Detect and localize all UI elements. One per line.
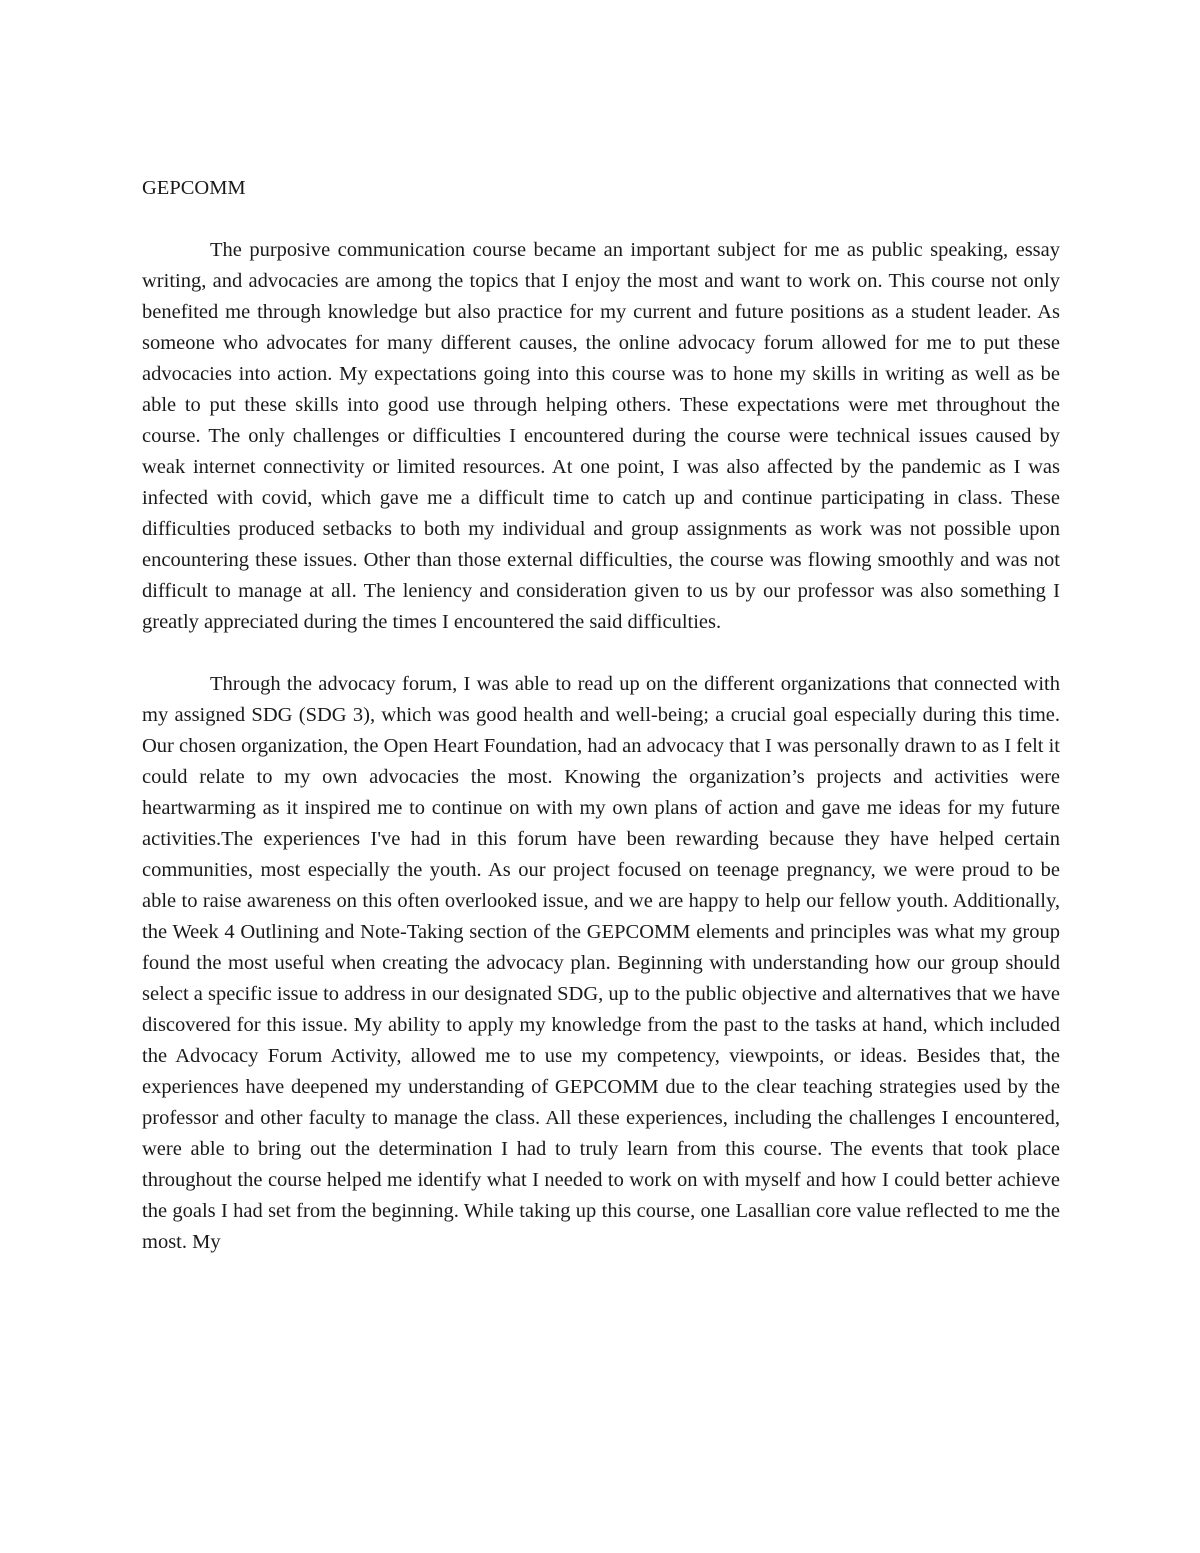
paragraph-course-reflection: The purposive communication course became an important subject for me as public speaking, essay writing, and advocacies are among the topics that I enjoy the most and want to work on. This course not only benefited me through knowledge but also practice for my current and future positions as a student leader. As someone who advocates for many different causes, the online advocacy forum allowed for me to put these advocacies into action. My expectations going into this course was to hone my skills in writing as well as be able to put these skills into good use through helping others. These expectations were met throughout the course. The only challenges or difficulties I encountered during the course were technical issues caused by weak internet connectivity or limited resources. At one point, I was also affected by the pandemic as I was infected with covid, which gave me a difficult time to catch up and continue participating in class. These difficulties produced setbacks to both my individual and group assignments as work was not possible upon encountering these issues. Other than those external difficulties, the course was flowing smoothly and was not difficult to manage at all. The leniency and consideration given to us by our professor was also something I greatly appreciated during the times I encountered the said difficulties.	[142, 239, 1060, 633]
paragraph-advocacy-forum: Through the advocacy forum, I was able to read up on the different organizations that connected with my assigned SDG (SDG 3), which was good health and well-being; a crucial goal especially during this time. Our chosen organization, the Open Heart Foundation, had an advocacy that I was personally drawn to as I felt it could relate to my own advocacies the most. Knowing the organization’s projects and activities were heartwarming as it inspired me to continue on with my own plans of action and gave me ideas for my future activities.The experiences I've had in this forum have been rewarding because they have helped certain communities, most especially the youth. As our project focused on teenage pregnancy, we were proud to be able to raise awareness on this often overlooked issue, and we are happy to help our fellow youth. Additionally, the Week 4 Outlining and Note-Taking section of the GEPCOMM elements and principles was what my group found the most useful when creating the advocacy plan. Beginning with understanding how our group should select a specific issue to address in our designated SDG, up to the public objective and alternatives that we have discovered for this issue. My ability to apply my knowledge from the past to the tasks at hand, which included the Advocacy Forum Activity, allowed me to use my competency, viewpoints, or ideas. Besides that, the experiences have deepened my understanding of GEPCOMM due to the clear teaching strategies used by the professor and other faculty to manage the class. All these experiences, including the challenges I encountered, were able to bring out the determination I had to truly learn from this course. The events that took place throughout the course helped me identify what I needed to work on with myself and how I could better achieve the goals I had set from the beginning. While taking up this course, one Lasallian core value reflected to me the most. My	[142, 673, 1060, 1253]
document-title: GEPCOMM	[142, 177, 246, 199]
document-body	[142, 173, 1060, 1258]
